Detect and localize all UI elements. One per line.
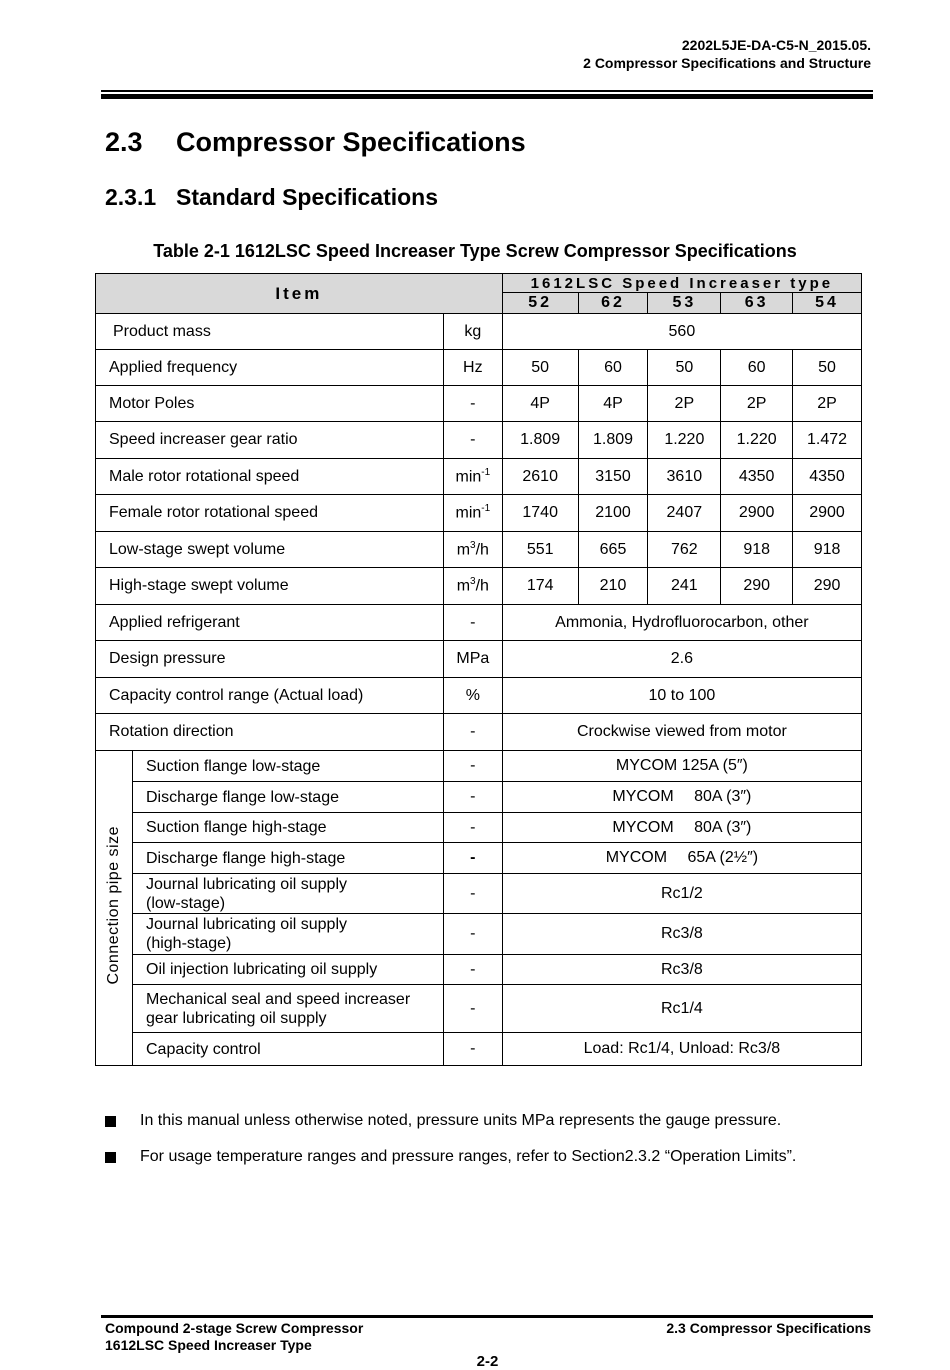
cell-value: 762: [648, 532, 721, 568]
table-row: [96, 678, 862, 714]
row-unit: -: [443, 782, 502, 813]
row-label: High-stage swept volume: [96, 568, 444, 605]
table-row: [96, 532, 862, 568]
cell-value: 50: [793, 350, 862, 386]
table-row: [96, 641, 862, 678]
square-bullet-icon: [105, 1116, 116, 1127]
section-number: 2.3: [105, 127, 143, 157]
row-unit: -: [443, 985, 502, 1033]
row-unit: kg: [443, 314, 502, 350]
row-value: MYCOM 65A (2½″): [502, 843, 861, 874]
model-header: 54: [793, 293, 862, 314]
row-unit: -: [443, 422, 502, 459]
cell-value: 1740: [502, 495, 578, 532]
row-value: Rc3/8: [502, 955, 861, 985]
footer-left: Compound 2-stage Screw Compressor 1612LSC Speed Increaser Type: [105, 1320, 364, 1353]
row-label: Journal lubricating oil supply (high-stage): [133, 914, 444, 955]
notes-list: [105, 1103, 796, 1175]
cell-value: 665: [578, 532, 648, 568]
header-rule-thin: [101, 90, 873, 92]
table-row: [96, 459, 862, 495]
row-unit: -: [443, 914, 502, 955]
table-row: [96, 495, 862, 532]
subsection-number: 2.3.1: [105, 184, 157, 210]
cell-value: 174: [502, 568, 578, 605]
row-label: Speed increaser gear ratio: [96, 422, 444, 459]
row-label: Suction flange high-stage: [133, 813, 444, 843]
cell-value: 241: [648, 568, 721, 605]
row-value: MYCOM 80A (3″): [502, 813, 861, 843]
footer-right: 2.3 Compressor Specifications: [666, 1320, 871, 1336]
model-header: 53: [648, 293, 721, 314]
row-label: Product mass: [96, 314, 444, 350]
row-label: Motor Poles: [96, 386, 444, 422]
table-row: [96, 874, 862, 914]
row-unit: $m^3/h$: [443, 532, 502, 568]
row-label: Design pressure: [96, 641, 444, 678]
table-caption: Table 2-1 1612LSC Speed Increaser Type Screw Compressor Specifications: [153, 241, 797, 261]
table-row: [96, 350, 862, 386]
row-label: Rotation direction: [96, 714, 444, 751]
cell-value: 1.220: [721, 422, 793, 459]
note-item: In this manual unless otherwise noted, pressure units MPa represents the gauge pressure.: [105, 1103, 796, 1139]
table-row: [96, 782, 862, 813]
running-header: [583, 36, 871, 72]
table-row: [96, 386, 862, 422]
table-row: [96, 714, 862, 751]
cell-value: 4P: [502, 386, 578, 422]
row-unit: -: [443, 1033, 502, 1066]
cell-value: 2407: [648, 495, 721, 532]
cell-value: 2P: [793, 386, 862, 422]
page-number: 2-2: [476, 1353, 499, 1370]
row-unit: MPa: [443, 641, 502, 678]
row-value: MYCOM 125A (5″): [502, 751, 861, 782]
row-unit: $m^3/h$: [443, 568, 502, 605]
cell-value: 50: [648, 350, 721, 386]
table-row: [96, 568, 862, 605]
cell-value: 1.220: [648, 422, 721, 459]
row-label: Female rotor rotational speed: [96, 495, 444, 532]
cell-value: 4350: [793, 459, 862, 495]
pipe-group-cell: [96, 751, 133, 1066]
row-value: Rc1/2: [502, 874, 861, 914]
row-value: 560: [502, 314, 861, 350]
cell-value: 60: [578, 350, 648, 386]
cell-value: 2610: [502, 459, 578, 495]
row-label: Suction flange low-stage: [133, 751, 444, 782]
row-value: Rc3/8: [502, 914, 861, 955]
row-label: Capacity control: [133, 1033, 444, 1066]
row-label: Low-stage swept volume: [96, 532, 444, 568]
note-item: For usage temperature ranges and pressure ranges, refer to Section2.3.2 “Operation Limits”.: [105, 1139, 796, 1175]
table-row: [96, 985, 862, 1033]
table-row: [96, 914, 862, 955]
row-value: Load: Rc1/4, Unload: Rc3/8: [502, 1033, 861, 1066]
table-row: [96, 422, 862, 459]
pipe-group-label: Connection pipe size: [105, 826, 122, 985]
row-unit: -: [443, 955, 502, 985]
cell-value: 918: [721, 532, 793, 568]
cell-value: 4350: [721, 459, 793, 495]
row-unit: $\min^{-1}$: [443, 495, 502, 532]
row-label: Applied refrigerant: [96, 605, 444, 641]
row-label: Oil injection lubricating oil supply: [133, 955, 444, 985]
cell-value: 50: [502, 350, 578, 386]
cell-value: 2900: [721, 495, 793, 532]
table-row: [96, 955, 862, 985]
row-label: Discharge flange low-stage: [133, 782, 444, 813]
row-unit: -: [443, 843, 502, 874]
cell-value: 2P: [648, 386, 721, 422]
model-header: 62: [578, 293, 648, 314]
row-unit: -: [443, 714, 502, 751]
cell-value: 210: [578, 568, 648, 605]
row-label: Applied frequency: [96, 350, 444, 386]
chapter-title: 2 Compressor Specifications and Structure: [583, 55, 871, 71]
row-label: Discharge flange high-stage: [133, 843, 444, 874]
row-unit: %: [443, 678, 502, 714]
section-title: Compressor Specifications: [176, 127, 526, 157]
item-header: Item: [96, 274, 503, 314]
table-row: [96, 751, 862, 782]
row-label: Journal lubricating oil supply (low-stage): [133, 874, 444, 914]
row-unit: Hz: [443, 350, 502, 386]
row-label: Capacity control range (Actual load): [96, 678, 444, 714]
footer-rule: [101, 1315, 873, 1318]
subsection-heading: [105, 184, 438, 211]
row-unit: -: [443, 605, 502, 641]
cell-value: 1.809: [502, 422, 578, 459]
group-header: 1612LSC Speed Increaser type: [502, 274, 861, 293]
row-value: MYCOM 80A (3″): [502, 782, 861, 813]
row-value: Ammonia, Hydrofluorocarbon, other: [502, 605, 861, 641]
row-value: Rc1/4: [502, 985, 861, 1033]
cell-value: 4P: [578, 386, 648, 422]
square-bullet-icon: [105, 1152, 116, 1163]
row-value: 10 to 100: [502, 678, 861, 714]
table-row: [96, 1033, 862, 1066]
table-row: [96, 605, 862, 641]
row-value: 2.6: [502, 641, 861, 678]
table-row: [96, 314, 862, 350]
row-unit: -: [443, 386, 502, 422]
doc-code: 2202L5JE-DA-C5-N_2015.05.: [681, 37, 871, 53]
row-value: Crockwise viewed from motor: [502, 714, 861, 751]
row-label: Male rotor rotational speed: [96, 459, 444, 495]
table-row: [96, 843, 862, 874]
cell-value: 918: [793, 532, 862, 568]
header-rule-thick: [101, 94, 873, 99]
row-unit: -: [443, 751, 502, 782]
section-heading: [105, 127, 526, 158]
cell-value: 2100: [578, 495, 648, 532]
cell-value: 60: [721, 350, 793, 386]
subsection-title: Standard Specifications: [176, 184, 439, 210]
model-header: 63: [721, 293, 793, 314]
row-unit: -: [443, 813, 502, 843]
row-label: Mechanical seal and speed increaser gear lubricating oil supply: [133, 985, 444, 1033]
row-unit: -: [443, 874, 502, 914]
spec-table: [95, 273, 862, 1066]
cell-value: 3610: [648, 459, 721, 495]
model-header: 52: [502, 293, 578, 314]
cell-value: 290: [793, 568, 862, 605]
cell-value: 2P: [721, 386, 793, 422]
cell-value: 1.472: [793, 422, 862, 459]
cell-value: 551: [502, 532, 578, 568]
cell-value: 1.809: [578, 422, 648, 459]
table-row: [96, 813, 862, 843]
cell-value: 2900: [793, 495, 862, 532]
cell-value: 3150: [578, 459, 648, 495]
row-unit: $\min^{-1}$: [443, 459, 502, 495]
cell-value: 290: [721, 568, 793, 605]
